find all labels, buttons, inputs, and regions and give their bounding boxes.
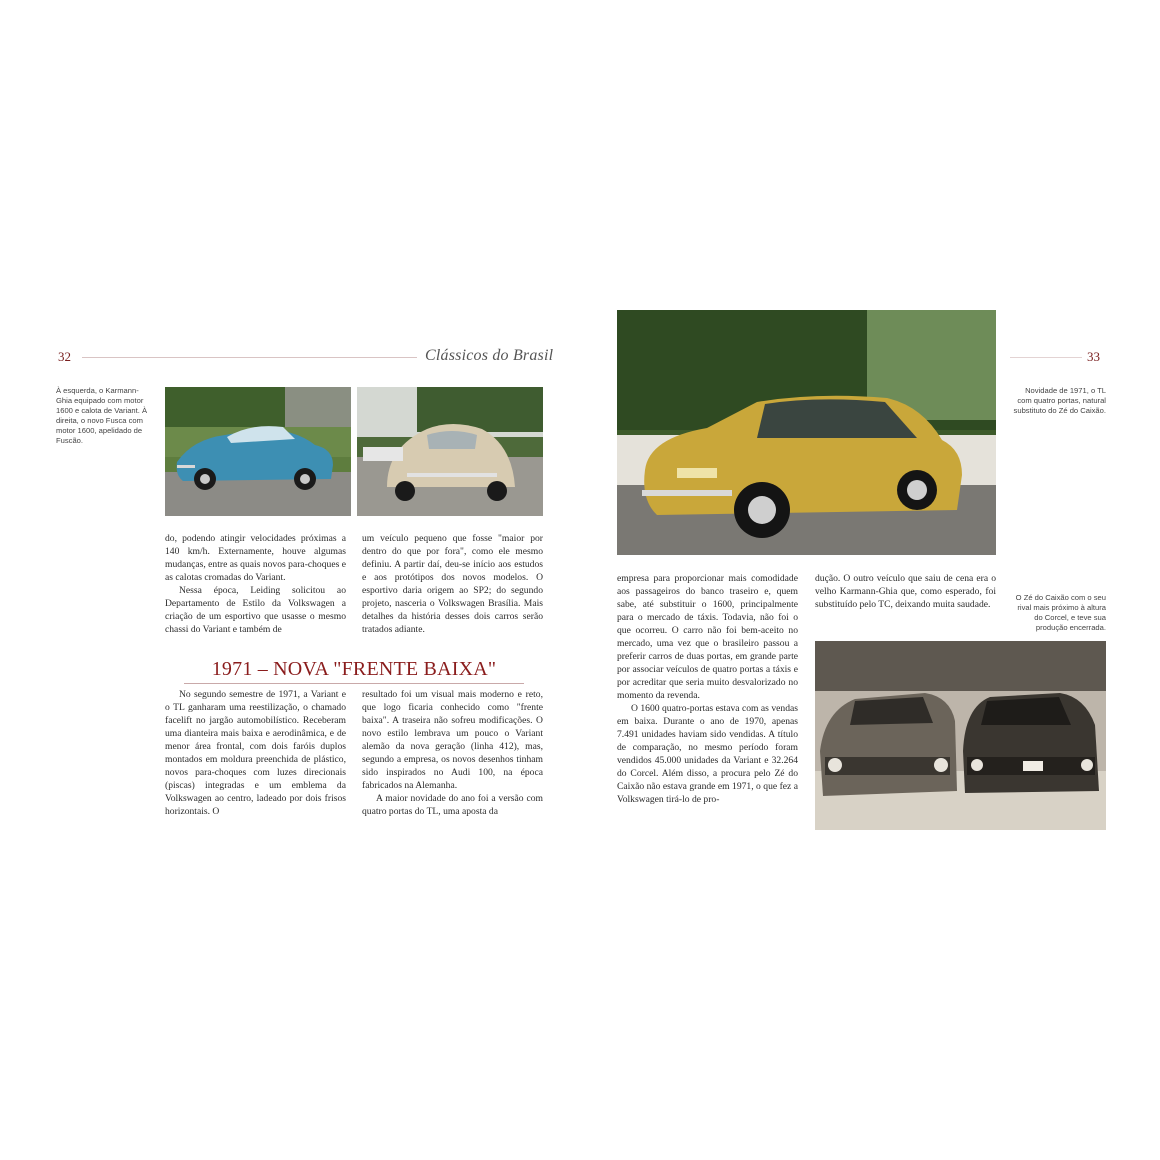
section-heading: 1971 – NOVA "FRENTE BAIXA" <box>211 658 497 680</box>
fusca-photo <box>357 387 543 516</box>
karmann-ghia-photo <box>165 387 351 516</box>
two-cars-bw-photo <box>815 641 1106 830</box>
photo-caption-right-mid: O Zé do Caixão com o seu rival mais próximo à altura do Corcel, e teve sua produção encerrada. <box>1015 593 1106 632</box>
heading-underline <box>184 683 524 684</box>
tl-four-door-photo <box>617 310 996 555</box>
paragraph: dução. O outro veículo que saiu de cena era o velho Karmann-Ghia que, como esperado, foi substituído pelo TC, deixando muita saudade. <box>815 573 996 610</box>
paragraph: um veículo pequeno que fosse "maior por dentro do que por fora", como ele mesmo definiu. A partir daí, deu-se início aos estudos e aos protótipos dos novos modelos. O esportivo daria origem ao SP2; do segundo projeto, nasceria o Volkswagen Brasília. Mais detalhes da história desses dois carros serão tratados adiante. <box>362 533 543 635</box>
paragraph: resultado foi um visual mais moderno e reto, que logo ficaria conhecido como "frente baixa". A traseira não sofreu modificações. O novo estilo lembrava um pouco o Variant alemão da nova geração (linha 412), mas, segundo a empresa, os novos desenhos tinham sido inspirados no Audi 100, na época fabricados na Alemanha. <box>362 689 543 791</box>
page-number-right: 33 <box>1087 349 1100 364</box>
header-title: Clássicos do Brasil <box>425 347 554 364</box>
paragraph: No segundo semestre de 1971, a Variant e o TL ganharam uma reestilização, o chamado facelift no jargão automobilístico. Receberam uma dianteira mais baixa e aerodinâmica, e de menor área frontal, com dois faróis duplos montados em moldura preenchida de plástico, novos para-choques com luzes direcionais (piscas) integradas e um emblema da Volkswagen ao centro, ladeado por dois frisos horizontais. O <box>165 689 346 817</box>
header-rule-left <box>82 357 417 358</box>
body-column-3 <box>165 688 346 818</box>
header-rule-right <box>1010 357 1082 358</box>
body-column-6 <box>815 572 996 611</box>
body-column-2 <box>362 532 543 636</box>
paragraph: A maior novidade do ano foi a versão com quatro portas do TL, uma aposta da <box>362 793 543 817</box>
photo-caption-right-top: Novidade de 1971, o TL com quatro portas, natural substituto do Zé do Caixão. <box>1013 386 1106 415</box>
paragraph: do, podendo atingir velocidades próximas a 140 km/h. Externamente, houve algumas mudanças, entre as quais novos para-choques e as calotas cromadas do Variant. <box>165 533 346 583</box>
body-column-5 <box>617 572 798 806</box>
photo-caption-left: À esquerda, o Karmann-Ghia equipado com motor 1600 e calota de Variant. À direita, o novo Fusca com motor 1600, apelidado de Fuscão. <box>56 386 148 445</box>
paragraph: Nessa época, Leiding solicitou ao Departamento de Estilo da Volkswagen a criação de um esportivo que usasse o mesmo chassi do Variant e também de <box>165 585 346 635</box>
paragraph: O 1600 quatro-portas estava com as vendas em baixa. Durante o ano de 1970, apenas 7.491 unidades haviam sido vendidas. A título de comparação, no mesmo período foram vendidos 45.000 unidades da Variant e 32.264 do Corcel. Além disso, a procura pelo Zé do Caixão não estava grande em 1971, o que fez a Volkswagen tirá-lo de pro- <box>617 703 798 805</box>
paragraph: empresa para proporcionar mais comodidade aos passageiros do banco traseiro e, quem sabe, até substituir o 1600, principalmente para o mercado de táxis. Todavia, não foi o que ocorreu. O carro não foi bem-aceito no mercado, uma vez que o brasileiro passou a preferir carros de duas portas, em grande parte por associar veículos de quatro portas a táxis e por acreditar que seria muito desvalorizado no momento da revenda. <box>617 573 798 701</box>
body-column-1 <box>165 532 346 636</box>
body-column-4 <box>362 688 543 818</box>
page-number-left: 32 <box>58 349 71 364</box>
